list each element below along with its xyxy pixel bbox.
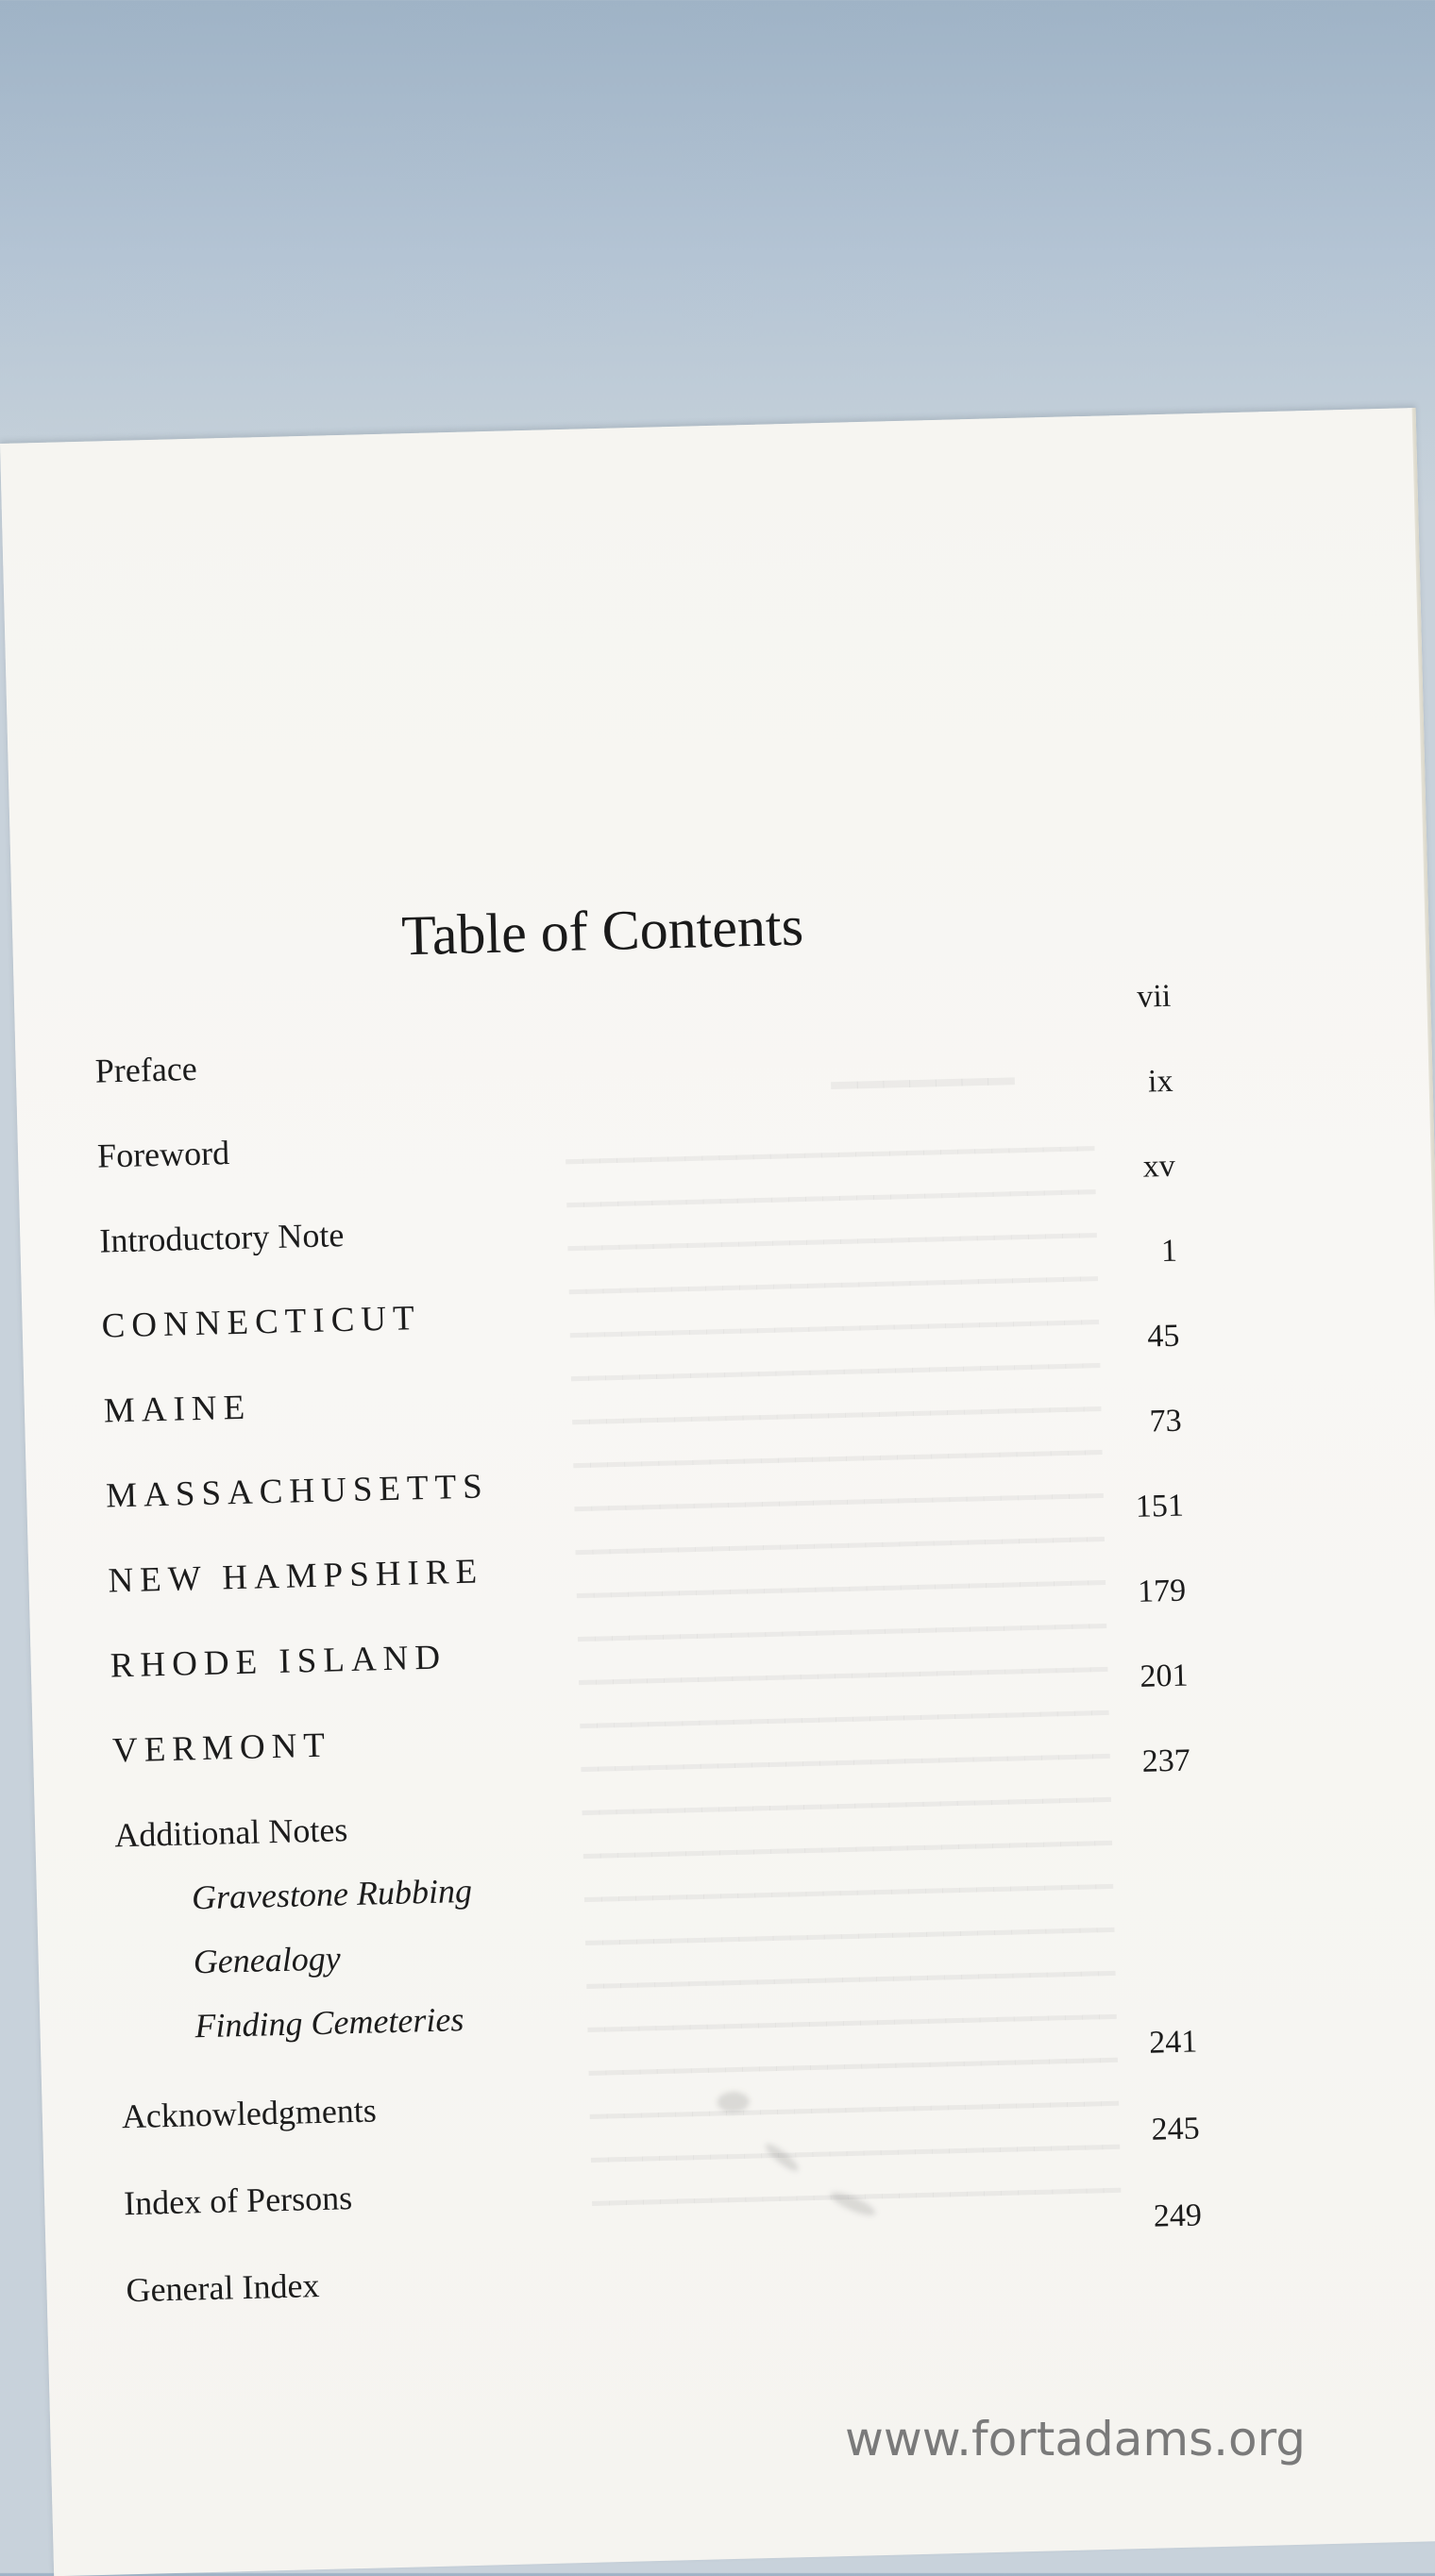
toc-page-massachusetts: 73 bbox=[1149, 1403, 1183, 1440]
book-page bbox=[0, 408, 1435, 2576]
toc-page-new-hampshire: 151 bbox=[1135, 1488, 1185, 1524]
toc-page-vermont: 201 bbox=[1139, 1658, 1189, 1694]
toc-entry-preface: Preface bbox=[94, 1049, 198, 1090]
toc-subentry-gravestone-rubbing: Gravestone Rubbing bbox=[191, 1871, 473, 1917]
page-edge bbox=[1412, 408, 1435, 2540]
toc-subentry-genealogy: Genealogy bbox=[193, 1939, 342, 1981]
toc-entry-acknowledgments: Acknowledgments bbox=[121, 2091, 378, 2136]
toc-entry-general-index: General Index bbox=[126, 2266, 320, 2310]
toc-entry-vermont: VERMONT bbox=[111, 1726, 332, 1771]
toc-subentry-finding-cemeteries: Finding Cemeteries bbox=[194, 2000, 464, 2046]
toc-page-acknowledgments: 241 bbox=[1148, 2024, 1198, 2061]
toc-entry-introductory-note: Introductory Note bbox=[98, 1216, 345, 1260]
toc-entry-maine: MAINE bbox=[103, 1388, 252, 1431]
toc-entry-connecticut: CONNECTICUT bbox=[101, 1299, 422, 1346]
show-through-text: ━━━━━━━ ━━━━━━━━━━━━━━━━━━━━━━━━━━━━━━━ ━━━━━━━━━━━━━━━━━━━━━━━━━━━━━━━ ━━━━━━━━━━━━━━━━━━━━━━━━━━━━━━━ ━━━━━━━━━━━━━━━━━━━━━━━━━━━━━━━ ━━━━━━━━━━━━━━━━━━━━━━━━━━━━━━━ ━━━━━━━━━━━━━━━━━━━━━━━━━━━━━━━ ━━━━━━━━━━━━━━━━━━━━━━━━━━━━━━━ ━━━━━━━━━━━━━━━━━━━━━━━━━━━━━━━ ━━━━━━━━━━━━━━━━━━━━━━━━━━━━━━━ ━━━━━━━━━━━━━━━━━━━━━━━━━━━━━━━ ━━━━━━━━━━━━━━━━━━━━━━━━━━━━━━━ ━━━━━━━━━━━━━━━━━━━━━━━━━━━━━━━ ━━━━━━━━━━━━━━━━━━━━━━━━━━━━━━━ ━━━━━━━━━━━━━━━━━━━━━━━━━━━━━━━ ━━━━━━━━━━━━━━━━━━━━━━━━━━━━━━━ ━━━━━━━━━━━━━━━━━━━━━━━━━━━━━━━ ━━━━━━━━━━━━━━━━━━━━━━━━━━━━━━━ ━━━━━━━━━━━━━━━━━━━━━━━━━━━━━━━ ━━━━━━━━━━━━━━━━━━━━━━━━━━━━━━━ ━━━━━━━━━━━━━━━━━━━━━━━━━━━━━━━ ━━━━━━━━━━━━━━━━━━━━━━━━━━━━━━━ ━━━━━━━━━━━━━━━━━━━━━━━━━━━━━━━ ━━━━━━━━━━━━━━━━━━━━━━━━━━━━━━━ ━━━━━━━━━━━━━━━━━━━━━━━━━━━━━━━ ━━━━━━━━━━━━━━━━━━━━━━━━━━━━━━━ bbox=[566, 1057, 1122, 2220]
toc-page-additional-notes: 237 bbox=[1141, 1743, 1191, 1779]
toc-entry-foreword: Foreword bbox=[96, 1134, 230, 1175]
toc-page-connecticut: 1 bbox=[1160, 1233, 1178, 1270]
toc-entry-massachusetts: MASSACHUSETTS bbox=[105, 1467, 490, 1516]
toc-page-index-of-persons: 245 bbox=[1151, 2111, 1201, 2147]
toc-page-introductory-note: xv bbox=[1142, 1148, 1176, 1185]
toc-entry-index-of-persons: Index of Persons bbox=[123, 2179, 353, 2223]
toc-page-maine: 45 bbox=[1146, 1318, 1180, 1355]
toc-title: Table of Contents bbox=[400, 894, 804, 968]
toc-entry-additional-notes: Additional Notes bbox=[113, 1810, 348, 1855]
toc-entry-new-hampshire: NEW HAMPSHIRE bbox=[108, 1552, 484, 1601]
toc-page-foreword: ix bbox=[1147, 1063, 1173, 1100]
toc-page-preface: vii bbox=[1136, 978, 1172, 1015]
toc-entry-rhode-island: RHODE ISLAND bbox=[110, 1638, 447, 1686]
toc-page-rhode-island: 179 bbox=[1137, 1573, 1187, 1609]
toc-page-general-index: 249 bbox=[1153, 2197, 1203, 2234]
watermark: www.fortadams.org bbox=[845, 2412, 1307, 2467]
